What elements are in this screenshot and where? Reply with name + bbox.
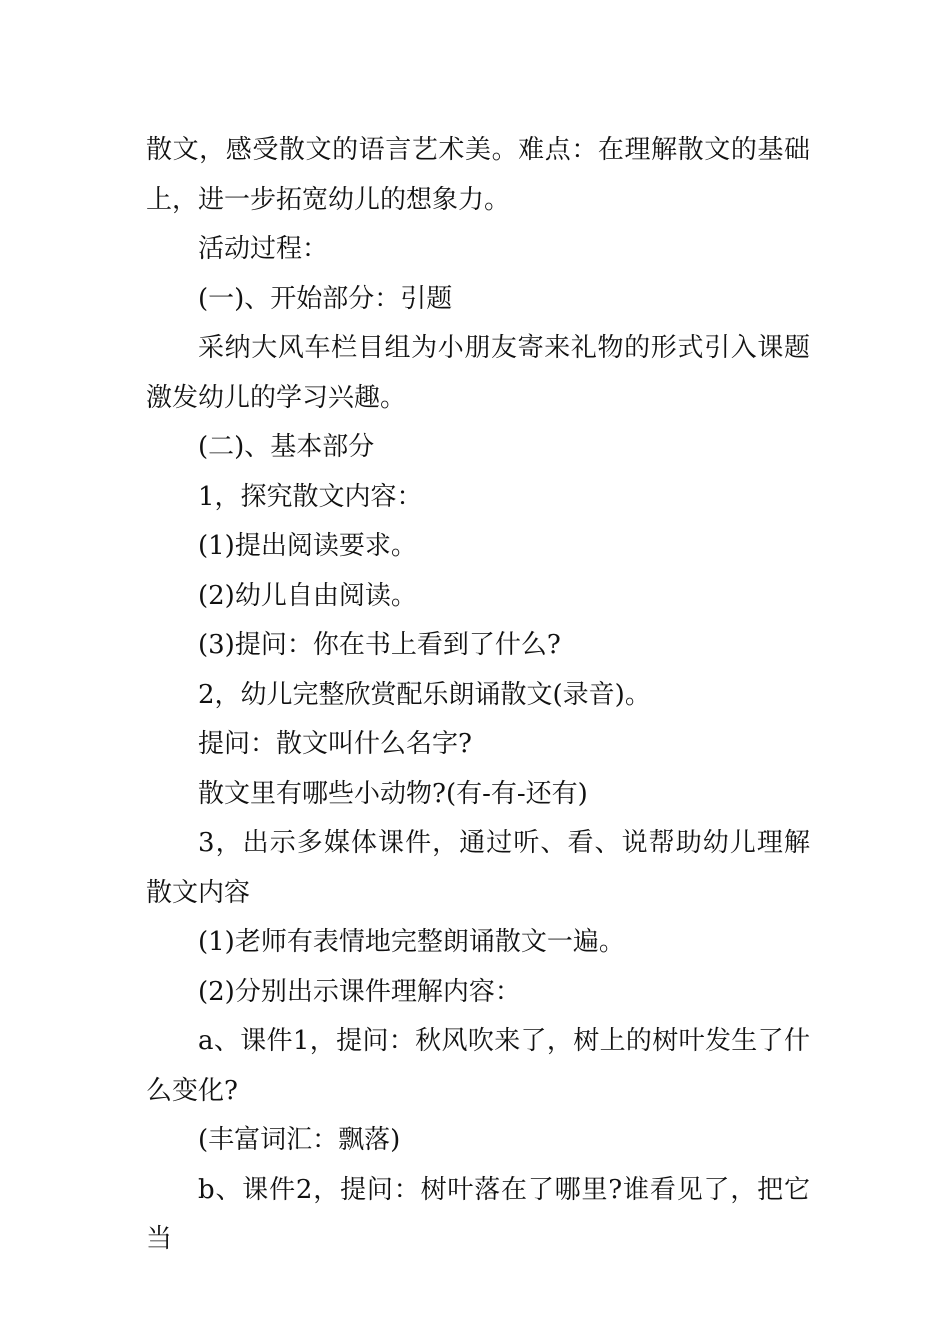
paragraph-step-1-1: (1)提出阅读要求。 [198,531,417,561]
paragraph-introduction-method: 采纳大风车栏目组为小朋友寄来礼物的形式引入课题激发幼儿的学习兴趣。 [146,333,810,413]
paragraph-courseware-a: a、课件1，提问：秋风吹来了，树上的树叶发生了什么变化? [146,1026,810,1106]
paragraph-question-animals: 散文里有哪些小动物?(有-有-还有) [198,778,588,809]
document-body [146,126,810,1265]
paragraph-section-two: (二)、基本部分 [198,432,375,462]
paragraph-question-name: 提问：散文叫什么名字? [198,729,472,759]
paragraph-step-1-3: (3)提问：你在书上看到了什么? [198,630,561,660]
paragraph-step-3-1: (1)老师有表情地完整朗诵散文一遍。 [198,927,625,957]
paragraph-activity-process: 活动过程： [198,234,329,264]
paragraph-step-1-2: (2)幼儿自由阅读。 [198,580,417,611]
paragraph-section-one: (一)、开始部分：引题 [198,283,453,314]
paragraph-step-3: 3，出示多媒体课件，通过听、看、说帮助幼儿理解散文内容 [146,828,810,908]
paragraph-step-2: 2，幼儿完整欣赏配乐朗诵散文(录音)。 [198,679,651,710]
paragraph-intro: 散文，感受散文的语言艺术美。难点：在理解散文的基础上，进一步拓宽幼儿的想象力。 [146,135,810,215]
paragraph-vocabulary: (丰富词汇：飘落) [198,1125,401,1155]
paragraph-step-1: 1，探究散文内容： [198,481,423,512]
paragraph-step-3-2: (2)分别出示课件理解内容： [198,976,521,1007]
paragraph-courseware-b: b、课件2，提问：树叶落在了哪里?谁看见了，把它当 [146,1174,810,1254]
